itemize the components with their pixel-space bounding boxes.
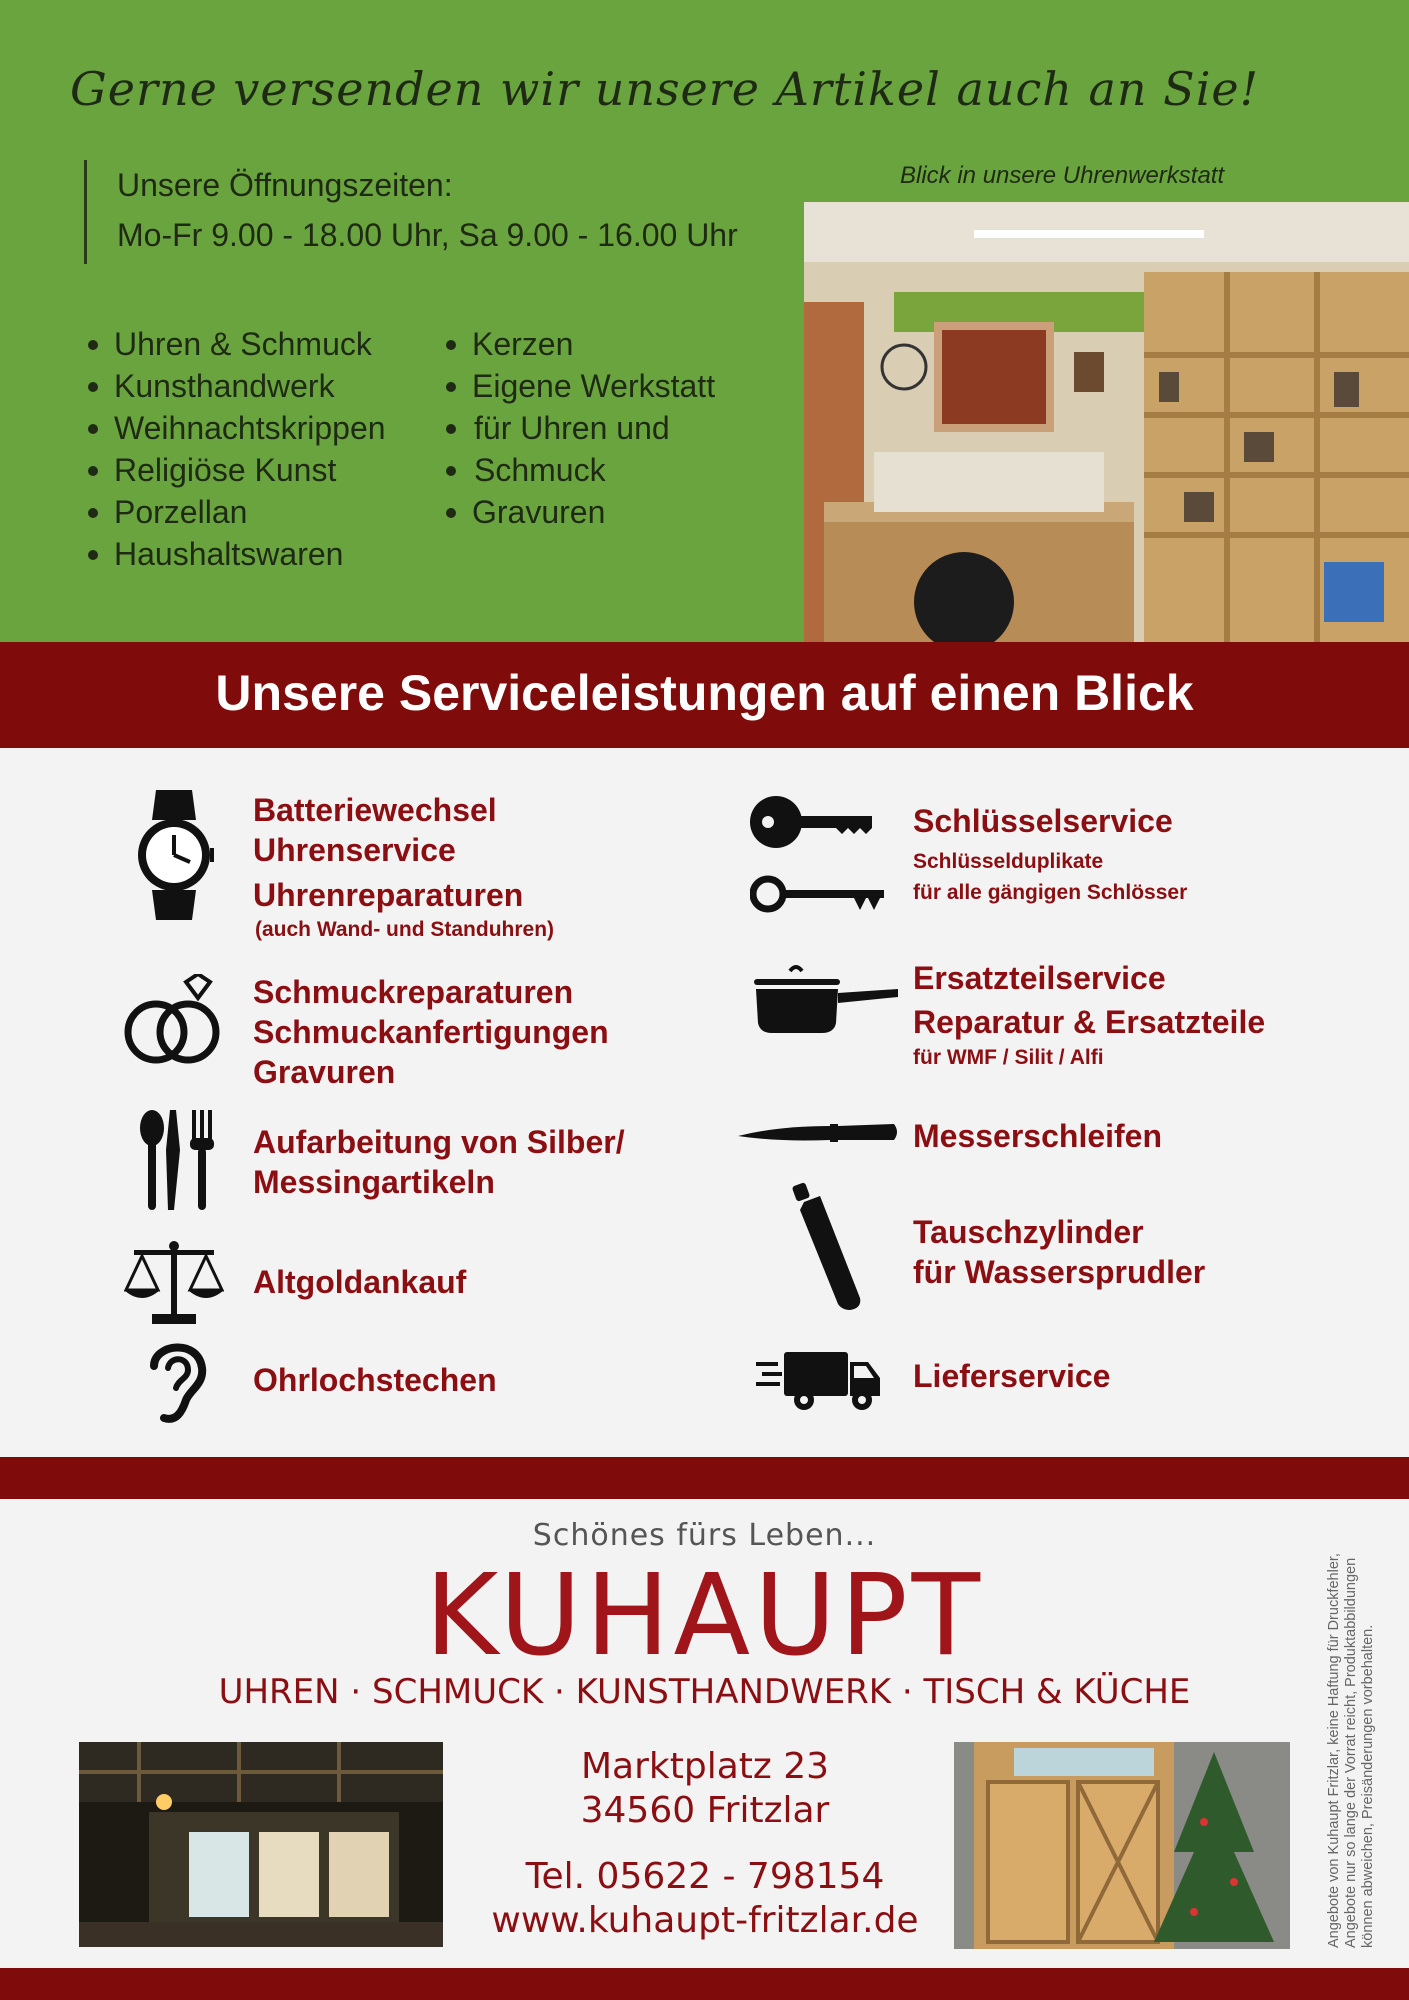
list-item: Gravuren: [442, 491, 715, 533]
footer-divider: [0, 1457, 1409, 1499]
delivery-truck-icon: [756, 1348, 882, 1417]
service-keys: Schlüsselservice: [913, 803, 1173, 839]
product-list-left: [84, 323, 386, 575]
services-title: Unsere Serviceleistungen auf einen Blick: [215, 665, 1194, 721]
list-item: Religiöse Kunst: [84, 449, 386, 491]
list-item: Weihnachtskrippen: [84, 407, 386, 449]
rings-icon: [124, 974, 230, 1075]
service-soda-maker: für Wassersprudler: [913, 1254, 1206, 1290]
service-key-duplicates: Schlüsselduplikate: [913, 850, 1104, 873]
list-item: Kunsthandwerk: [84, 365, 386, 407]
cutlery-icon: [138, 1110, 220, 1215]
photo-caption: Blick in unsere Uhrenwerkstatt: [900, 162, 1225, 189]
service-engraving: Gravuren: [253, 1054, 396, 1090]
service-jewelry-repair: Schmuckreparaturen: [253, 974, 574, 1010]
website-link[interactable]: www.kuhaupt-fritzlar.de: [491, 1900, 919, 1941]
service-exchange-cylinder: Tauschzylinder: [913, 1214, 1144, 1250]
list-item: Kerzen: [442, 323, 715, 365]
list-item-continued: Schmuck: [442, 449, 715, 491]
phone-number[interactable]: Tel. 05622 - 798154: [525, 1856, 885, 1897]
scales-icon: [124, 1240, 224, 1331]
workshop-photo: [804, 202, 1409, 642]
list-item: Uhren & Schmuck: [84, 323, 386, 365]
ear-icon: [142, 1334, 210, 1429]
service-knife-sharpening: Messerschleifen: [913, 1118, 1163, 1154]
tagline: Schönes fürs Leben...: [532, 1518, 877, 1553]
storefront-photo: [79, 1742, 443, 1947]
list-item: Eigene Werkstatt: [442, 365, 715, 407]
service-delivery: Lieferservice: [913, 1358, 1111, 1394]
service-parts-brands: für WMF / Silit / Alfi: [913, 1046, 1104, 1069]
wristwatch-icon: [134, 790, 214, 925]
list-item: Haushaltswaren: [84, 533, 386, 575]
service-jewelry-making: Schmuckanfertigungen: [253, 1014, 609, 1050]
opening-hours: [84, 160, 738, 264]
brand-logo: KUHAUPT: [424, 1551, 985, 1681]
knife-icon: [738, 1118, 900, 1153]
opening-hours-title: Unsere Öffnungszeiten:: [117, 167, 453, 203]
service-brass: Messingartikeln: [253, 1164, 495, 1200]
product-list-right: [442, 323, 715, 533]
service-parts-repair: Reparatur & Ersatzteile: [913, 1004, 1266, 1040]
address-city: 34560 Fritzlar: [580, 1790, 830, 1831]
service-watch: Uhrenservice: [253, 832, 456, 868]
address-street: Marktplatz 23: [580, 1746, 830, 1787]
service-spare-parts: Ersatzteilservice: [913, 960, 1166, 996]
saucepan-icon: [752, 963, 898, 1040]
legal-disclaimer: Angebote von Kuhaupt Fritzlar, keine Haftung für Druckfehler, Angebote nur so lange der Vorrat reicht, Produktabbildungen können abweichen, Preisänderungen vorbehalten.: [1326, 1553, 1376, 1948]
service-watch-note: (auch Wand- und Standuhren): [255, 918, 555, 941]
service-battery: Batteriewechsel: [253, 792, 497, 828]
service-silver: Aufarbeitung von Silber/: [253, 1124, 625, 1160]
keys-icon: [750, 792, 890, 922]
shipping-slogan: Gerne versenden wir unsere Artikel auch an Sie!: [70, 62, 1260, 116]
opening-hours-text: Mo-Fr 9.00 - 18.00 Uhr, Sa 9.00 - 16.00 Uhr: [117, 217, 738, 253]
service-gold-purchase: Altgoldankauf: [253, 1264, 467, 1300]
gas-cylinder-icon: [790, 1182, 866, 1315]
list-item: Porzellan: [84, 491, 386, 533]
list-item-continued: für Uhren und: [442, 407, 715, 449]
store-categories: UHREN · SCHMUCK · KUNSTHANDWERK · TISCH & KÜCHE: [218, 1672, 1191, 1712]
service-ear-piercing: Ohrlochstechen: [253, 1362, 497, 1398]
bottom-stripe: [0, 1968, 1409, 2000]
service-key-locks: für alle gängigen Schlösser: [913, 881, 1188, 904]
service-watch-repair: Uhrenreparaturen: [253, 877, 524, 913]
entrance-photo: [954, 1742, 1290, 1949]
